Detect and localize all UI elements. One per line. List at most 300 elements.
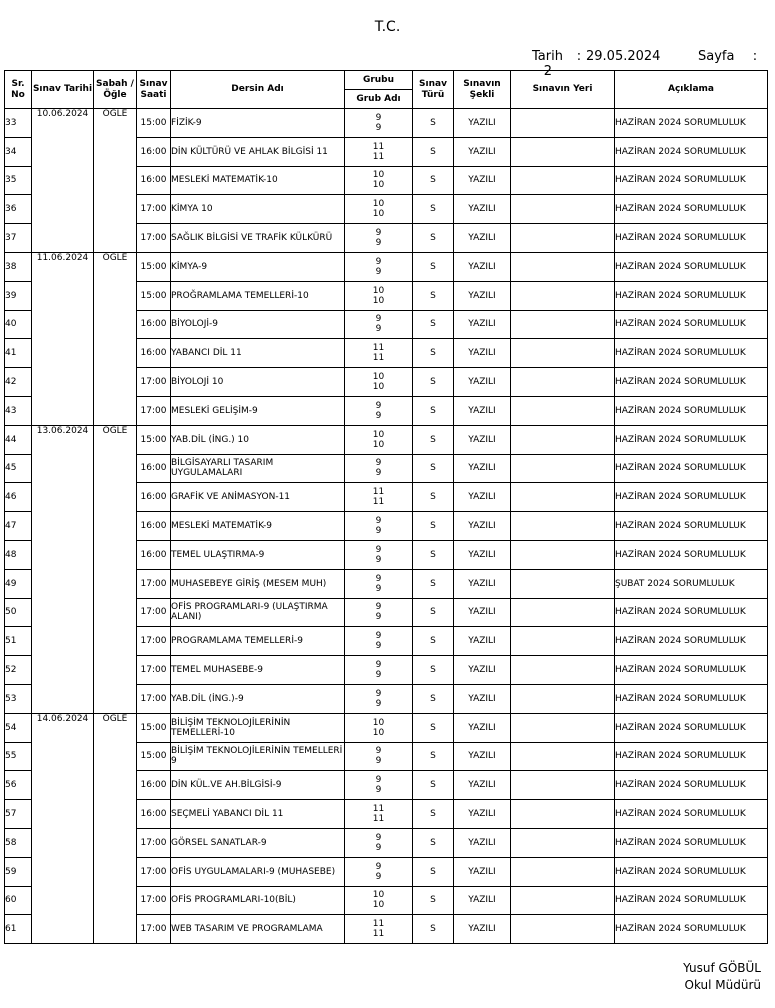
exam-place — [511, 195, 615, 224]
header-hour: Sınav Saati — [137, 71, 171, 109]
exam-type: S — [413, 857, 454, 886]
exam-period: ÖĞLE — [94, 252, 137, 425]
exam-type: S — [413, 454, 454, 483]
group-name-value: 9 — [375, 756, 382, 767]
exam-form: YAZILI — [454, 512, 511, 541]
exam-place — [511, 281, 615, 310]
header-note: Açıklama — [615, 71, 768, 109]
row-number: 51 — [5, 627, 32, 656]
course-name: PROGRAMLAMA TEMELLERİ-9 — [171, 627, 345, 656]
exam-hour: 17:00 — [137, 857, 171, 886]
course-name: BİLİŞİM TEKNOLOJİLERİNİN TEMELLERİ 9 — [171, 742, 345, 771]
group-name-value: 9 — [375, 871, 382, 882]
exam-hour: 15:00 — [137, 109, 171, 138]
exam-hour: 17:00 — [137, 368, 171, 397]
exam-form: YAZILI — [454, 339, 511, 368]
exam-form: YAZILI — [454, 742, 511, 771]
row-number: 44 — [5, 425, 32, 454]
exam-place — [511, 627, 615, 656]
exam-place — [511, 540, 615, 569]
group-name-value: 9 — [375, 122, 382, 133]
course-name: SEÇMELİ YABANCI DİL 11 — [171, 800, 345, 829]
group-cell — [345, 540, 413, 569]
exam-type: S — [413, 252, 454, 281]
header-no: Sr. No — [5, 71, 32, 109]
group-cell — [345, 828, 413, 857]
exam-place — [511, 569, 615, 598]
exam-type: S — [413, 915, 454, 944]
exam-type: S — [413, 512, 454, 541]
group-name-value: 9 — [375, 410, 382, 421]
exam-form: YAZILI — [454, 368, 511, 397]
group-name-value: 9 — [375, 583, 382, 594]
exam-hour: 17:00 — [137, 569, 171, 598]
exam-hour: 17:00 — [137, 915, 171, 944]
group-name-value: 10 — [372, 209, 385, 220]
exam-type: S — [413, 886, 454, 915]
group-name-value: 11 — [372, 353, 385, 364]
row-number: 48 — [5, 540, 32, 569]
group-cell — [345, 224, 413, 253]
course-name: OFİS UYGULAMALARI-9 (MUHASEBE) — [171, 857, 345, 886]
exam-note: HAZİRAN 2024 SORUMLULUK — [615, 137, 768, 166]
group-value: 9 — [375, 660, 382, 671]
group-cell — [345, 627, 413, 656]
exam-place — [511, 368, 615, 397]
exam-form: YAZILI — [454, 656, 511, 685]
exam-note: HAZİRAN 2024 SORUMLULUK — [615, 742, 768, 771]
group-name-value: 9 — [375, 468, 382, 479]
exam-hour: 17:00 — [137, 195, 171, 224]
exam-type: S — [413, 483, 454, 512]
exam-type: S — [413, 396, 454, 425]
group-name-value: 9 — [375, 266, 382, 277]
exam-place — [511, 166, 615, 195]
group-value: 10 — [372, 890, 385, 901]
course-name: YAB.DİL (İNG.) 10 — [171, 425, 345, 454]
exam-schedule-table — [4, 70, 768, 944]
group-value: 9 — [375, 775, 382, 786]
exam-note: HAZİRAN 2024 SORUMLULUK — [615, 800, 768, 829]
course-name: WEB TASARIM VE PROGRAMLAMA — [171, 915, 345, 944]
exam-note: HAZİRAN 2024 SORUMLULUK — [615, 339, 768, 368]
group-value: 9 — [375, 746, 382, 757]
exam-note: HAZİRAN 2024 SORUMLULUK — [615, 281, 768, 310]
group-name-value: 11 — [372, 814, 385, 825]
group-cell — [345, 166, 413, 195]
exam-place — [511, 310, 615, 339]
exam-type: S — [413, 425, 454, 454]
exam-place — [511, 713, 615, 742]
exam-form: YAZILI — [454, 627, 511, 656]
course-name: MESLEKİ MATEMATİK-9 — [171, 512, 345, 541]
exam-type: S — [413, 684, 454, 713]
exam-note: HAZİRAN 2024 SORUMLULUK — [615, 224, 768, 253]
group-value: 10 — [372, 429, 385, 440]
group-value: 9 — [375, 458, 382, 469]
exam-date: 14.06.2024 — [32, 713, 94, 943]
exam-note: ŞUBAT 2024 SORUMLULUK — [615, 569, 768, 598]
exam-note: HAZİRAN 2024 SORUMLULUK — [615, 109, 768, 138]
exam-note: HAZİRAN 2024 SORUMLULUK — [615, 396, 768, 425]
row-number: 41 — [5, 339, 32, 368]
course-name: YABANCI DİL 11 — [171, 339, 345, 368]
course-name: KİMYA-9 — [171, 252, 345, 281]
exam-place — [511, 857, 615, 886]
signatory-name: Yusuf GÖBÜL — [683, 961, 761, 975]
exam-type: S — [413, 195, 454, 224]
group-name-value: 9 — [375, 670, 382, 681]
header-type: Sınav Türü — [413, 71, 454, 109]
table-row — [5, 713, 768, 742]
page-number: 2 — [543, 64, 552, 79]
exam-hour: 16:00 — [137, 800, 171, 829]
exam-type: S — [413, 540, 454, 569]
exam-hour: 16:00 — [137, 540, 171, 569]
header-course: Dersin Adı — [171, 71, 345, 109]
exam-hour: 15:00 — [137, 425, 171, 454]
exam-type: S — [413, 627, 454, 656]
exam-type: S — [413, 310, 454, 339]
row-number: 52 — [5, 656, 32, 685]
exam-place — [511, 137, 615, 166]
row-number: 43 — [5, 396, 32, 425]
group-name-value: 9 — [375, 641, 382, 652]
group-cell — [345, 252, 413, 281]
group-cell — [345, 598, 413, 627]
group-cell — [345, 771, 413, 800]
group-name-value: 9 — [375, 785, 382, 796]
exam-note: HAZİRAN 2024 SORUMLULUK — [615, 195, 768, 224]
exam-type: S — [413, 137, 454, 166]
exam-form: YAZILI — [454, 915, 511, 944]
exam-hour: 16:00 — [137, 483, 171, 512]
course-name: BİLİŞİM TEKNOLOJİLERİNİN TEMELLERİ-10 — [171, 713, 345, 742]
course-name: DİN KÜLTÜRÜ VE AHLAK BİLGİSİ 11 — [171, 137, 345, 166]
row-number: 61 — [5, 915, 32, 944]
exam-hour: 16:00 — [137, 137, 171, 166]
exam-place — [511, 771, 615, 800]
group-value: 10 — [372, 285, 385, 296]
exam-form: YAZILI — [454, 166, 511, 195]
exam-type: S — [413, 368, 454, 397]
exam-note: HAZİRAN 2024 SORUMLULUK — [615, 713, 768, 742]
group-name-value: 9 — [375, 842, 382, 853]
group-name-value: 10 — [372, 727, 385, 738]
group-cell — [345, 857, 413, 886]
exam-place — [511, 886, 615, 915]
exam-place — [511, 598, 615, 627]
group-cell — [345, 281, 413, 310]
exam-note: HAZİRAN 2024 SORUMLULUK — [615, 684, 768, 713]
group-cell — [345, 368, 413, 397]
exam-type: S — [413, 771, 454, 800]
row-number: 49 — [5, 569, 32, 598]
exam-form: YAZILI — [454, 281, 511, 310]
page-separator: : — [752, 49, 758, 64]
course-name: SAĞLIK BİLGİSİ VE TRAFİK KÜLKÜRÜ — [171, 224, 345, 253]
course-name: BİYOLOJİ 10 — [171, 368, 345, 397]
exam-place — [511, 656, 615, 685]
group-value: 9 — [375, 256, 382, 267]
course-name: MESLEKİ MATEMATİK-10 — [171, 166, 345, 195]
row-number: 37 — [5, 224, 32, 253]
exam-type: S — [413, 166, 454, 195]
exam-hour: 16:00 — [137, 771, 171, 800]
course-name: KİMYA 10 — [171, 195, 345, 224]
group-value: 11 — [372, 919, 385, 930]
group-name-value: 10 — [372, 900, 385, 911]
exam-hour: 16:00 — [137, 166, 171, 195]
group-value: 10 — [372, 717, 385, 728]
exam-form: YAZILI — [454, 598, 511, 627]
table-row — [5, 425, 768, 454]
exam-hour: 16:00 — [137, 454, 171, 483]
group-cell — [345, 569, 413, 598]
header-form: Sınavın Şekli — [454, 71, 511, 109]
table-row — [5, 109, 768, 138]
exam-period: ÖĞLE — [94, 425, 137, 713]
course-name: DİN KÜL.VE AH.BİLGİSİ-9 — [171, 771, 345, 800]
group-cell — [345, 195, 413, 224]
group-value: 11 — [372, 487, 385, 498]
group-cell — [345, 742, 413, 771]
exam-hour: 17:00 — [137, 224, 171, 253]
row-number: 57 — [5, 800, 32, 829]
exam-form: YAZILI — [454, 483, 511, 512]
row-number: 40 — [5, 310, 32, 339]
exam-note: HAZİRAN 2024 SORUMLULUK — [615, 771, 768, 800]
exam-form: YAZILI — [454, 137, 511, 166]
group-name-value: 11 — [372, 151, 385, 162]
exam-type: S — [413, 569, 454, 598]
date-label: Tarih — [532, 49, 563, 64]
exam-type: S — [413, 828, 454, 857]
header-date: Sınav Tarihi — [32, 71, 94, 109]
group-cell — [345, 886, 413, 915]
exam-place — [511, 915, 615, 944]
group-value: 9 — [375, 314, 382, 325]
group-value: 11 — [372, 141, 385, 152]
row-number: 58 — [5, 828, 32, 857]
course-name: YAB.DİL (İNG.)-9 — [171, 684, 345, 713]
group-cell — [345, 483, 413, 512]
row-number: 33 — [5, 109, 32, 138]
row-number: 56 — [5, 771, 32, 800]
exam-hour: 17:00 — [137, 828, 171, 857]
group-value: 9 — [375, 516, 382, 527]
exam-hour: 16:00 — [137, 310, 171, 339]
exam-date: 11.06.2024 — [32, 252, 94, 425]
row-number: 55 — [5, 742, 32, 771]
header-time: Sabah / Öğle — [94, 71, 137, 109]
exam-hour: 15:00 — [137, 742, 171, 771]
row-number: 50 — [5, 598, 32, 627]
group-name-value: 9 — [375, 526, 382, 537]
group-name-value: 9 — [375, 554, 382, 565]
exam-form: YAZILI — [454, 828, 511, 857]
group-cell — [345, 425, 413, 454]
course-name: GRAFİK VE ANİMASYON-11 — [171, 483, 345, 512]
group-value: 11 — [372, 343, 385, 354]
exam-form: YAZILI — [454, 569, 511, 598]
exam-hour: 17:00 — [137, 886, 171, 915]
group-value: 9 — [375, 688, 382, 699]
exam-place — [511, 800, 615, 829]
row-number: 38 — [5, 252, 32, 281]
header-group-name: Grub Adı — [345, 90, 413, 109]
group-cell — [345, 656, 413, 685]
exam-form: YAZILI — [454, 109, 511, 138]
header-group: Grubu — [345, 71, 413, 90]
course-name: TEMEL ULAŞTIRMA-9 — [171, 540, 345, 569]
course-name: TEMEL MUHASEBE-9 — [171, 656, 345, 685]
group-value: 9 — [375, 602, 382, 613]
exam-note: HAZİRAN 2024 SORUMLULUK — [615, 483, 768, 512]
exam-type: S — [413, 800, 454, 829]
group-cell — [345, 800, 413, 829]
course-name: OFİS PROGRAMLARI-9 (ULAŞTIRMA ALANI) — [171, 598, 345, 627]
course-name: GÖRSEL SANATLAR-9 — [171, 828, 345, 857]
group-value: 9 — [375, 112, 382, 123]
table-row — [5, 252, 768, 281]
exam-date: 10.06.2024 — [32, 109, 94, 253]
row-number: 34 — [5, 137, 32, 166]
exam-hour: 17:00 — [137, 598, 171, 627]
exam-type: S — [413, 598, 454, 627]
exam-note: HAZİRAN 2024 SORUMLULUK — [615, 656, 768, 685]
exam-period: ÖĞLE — [94, 713, 137, 943]
exam-form: YAZILI — [454, 684, 511, 713]
exam-note: HAZİRAN 2024 SORUMLULUK — [615, 540, 768, 569]
group-name-value: 9 — [375, 612, 382, 623]
group-value: 10 — [372, 199, 385, 210]
exam-place — [511, 742, 615, 771]
course-name: FİZİK-9 — [171, 109, 345, 138]
group-cell — [345, 684, 413, 713]
exam-place — [511, 252, 615, 281]
exam-hour: 16:00 — [137, 512, 171, 541]
course-name: BİYOLOJİ-9 — [171, 310, 345, 339]
exam-form: YAZILI — [454, 713, 511, 742]
exam-form: YAZILI — [454, 857, 511, 886]
exam-place — [511, 684, 615, 713]
group-name-value: 9 — [375, 698, 382, 709]
exam-form: YAZILI — [454, 886, 511, 915]
exam-note: HAZİRAN 2024 SORUMLULUK — [615, 886, 768, 915]
schedule-body — [5, 109, 768, 944]
course-name: BİLGİSAYARLI TASARIM UYGULAMALARI — [171, 454, 345, 483]
exam-place — [511, 224, 615, 253]
course-name: OFİS PROGRAMLARI-10(BİL) — [171, 886, 345, 915]
exam-hour: 17:00 — [137, 684, 171, 713]
row-number: 47 — [5, 512, 32, 541]
exam-note: HAZİRAN 2024 SORUMLULUK — [615, 627, 768, 656]
course-name: MUHASEBEYE GİRİŞ (MESEM MUH) — [171, 569, 345, 598]
date-value: 29.05.2024 — [586, 49, 661, 64]
exam-note: HAZİRAN 2024 SORUMLULUK — [615, 252, 768, 281]
exam-period: ÖĞLE — [94, 109, 137, 253]
exam-form: YAZILI — [454, 252, 511, 281]
exam-hour: 17:00 — [137, 396, 171, 425]
group-name-value: 10 — [372, 180, 385, 191]
exam-note: HAZİRAN 2024 SORUMLULUK — [615, 857, 768, 886]
exam-type: S — [413, 109, 454, 138]
exam-form: YAZILI — [454, 771, 511, 800]
row-number: 39 — [5, 281, 32, 310]
exam-place — [511, 512, 615, 541]
group-value: 10 — [372, 170, 385, 181]
exam-type: S — [413, 742, 454, 771]
exam-note: HAZİRAN 2024 SORUMLULUK — [615, 166, 768, 195]
exam-hour: 17:00 — [137, 656, 171, 685]
exam-note: HAZİRAN 2024 SORUMLULUK — [615, 915, 768, 944]
group-value: 10 — [372, 372, 385, 383]
row-number: 54 — [5, 713, 32, 742]
group-value: 9 — [375, 832, 382, 843]
exam-note: HAZİRAN 2024 SORUMLULUK — [615, 368, 768, 397]
header-place: Sınavın Yeri — [511, 71, 615, 109]
group-cell — [345, 512, 413, 541]
row-number: 35 — [5, 166, 32, 195]
group-cell — [345, 915, 413, 944]
exam-place — [511, 339, 615, 368]
exam-type: S — [413, 656, 454, 685]
row-number: 42 — [5, 368, 32, 397]
group-cell — [345, 713, 413, 742]
group-name-value: 10 — [372, 439, 385, 450]
exam-hour: 17:00 — [137, 627, 171, 656]
group-name-value: 11 — [372, 929, 385, 940]
row-number: 60 — [5, 886, 32, 915]
row-number: 36 — [5, 195, 32, 224]
exam-form: YAZILI — [454, 195, 511, 224]
group-cell — [345, 339, 413, 368]
exam-place — [511, 396, 615, 425]
exam-place — [511, 828, 615, 857]
group-value: 9 — [375, 228, 382, 239]
exam-hour: 15:00 — [137, 281, 171, 310]
page-label: Sayfa — [698, 49, 735, 64]
group-cell — [345, 454, 413, 483]
group-value: 9 — [375, 631, 382, 642]
row-number: 59 — [5, 857, 32, 886]
exam-form: YAZILI — [454, 540, 511, 569]
group-cell — [345, 137, 413, 166]
group-name-value: 9 — [375, 238, 382, 249]
exam-note: HAZİRAN 2024 SORUMLULUK — [615, 598, 768, 627]
group-name-value: 10 — [372, 295, 385, 306]
exam-note: HAZİRAN 2024 SORUMLULUK — [615, 454, 768, 483]
exam-note: HAZİRAN 2024 SORUMLULUK — [615, 425, 768, 454]
group-name-value: 9 — [375, 324, 382, 335]
course-name: MESLEKİ GELİŞİM-9 — [171, 396, 345, 425]
exam-hour: 15:00 — [137, 713, 171, 742]
exam-place — [511, 425, 615, 454]
page-title: T.C. — [374, 19, 401, 35]
exam-form: YAZILI — [454, 224, 511, 253]
group-cell — [345, 310, 413, 339]
exam-hour: 15:00 — [137, 252, 171, 281]
exam-place — [511, 454, 615, 483]
exam-type: S — [413, 224, 454, 253]
row-number: 46 — [5, 483, 32, 512]
exam-type: S — [413, 281, 454, 310]
exam-note: HAZİRAN 2024 SORUMLULUK — [615, 512, 768, 541]
exam-form: YAZILI — [454, 396, 511, 425]
group-cell — [345, 109, 413, 138]
date-separator: : — [576, 49, 582, 64]
